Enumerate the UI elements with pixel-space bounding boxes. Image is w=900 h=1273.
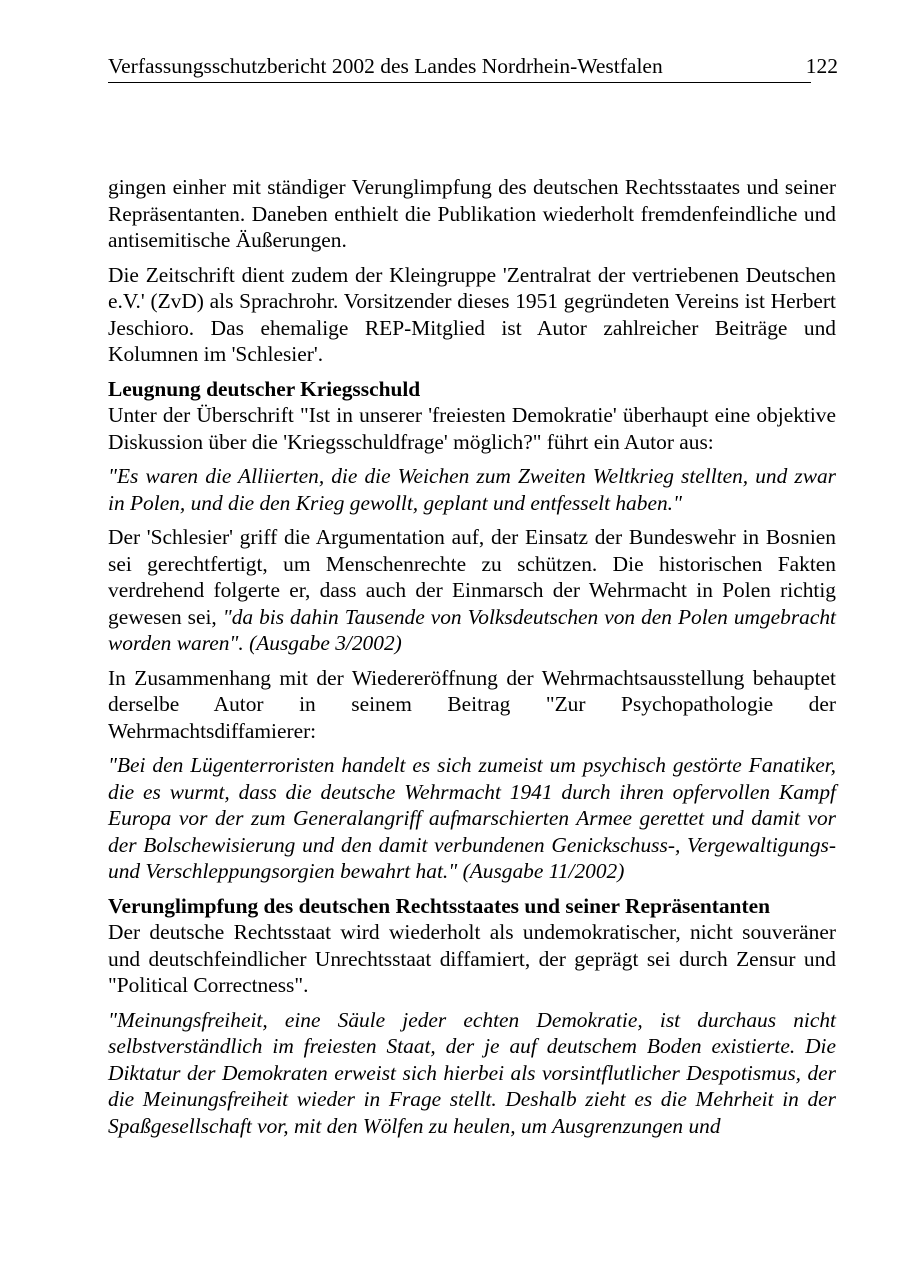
page-header (108, 52, 838, 80)
quote: "Bei den Lügenterroristen handelt es sich zumeist um psychisch gestörte Fanatiker, die es wurmt, dass die deutsche Wehrmacht 1941 durch ihren opfervollen Kampf Europa vor der zum Generalangriff aufmarschierten Armee gerettet und damit vor der Bolschewisierung und den damit verbundenen Genickschuss-, Vergewaltigungs- und Verschleppungsorgien bewahrt hat." (Ausgabe 11/2002) (108, 753, 836, 883)
section-heading: Verunglimpfung des deutschen Rechtsstaates und seiner Repräsentanten (108, 893, 770, 918)
paragraph: gingen einher mit ständiger Verunglimpfung des deutschen Rechtsstaates und seiner Repräsentanten. Daneben enthielt die Publikation wiederholt fremdenfeindliche und antisemitische Äußerungen. (108, 175, 836, 252)
paragraph-text: Der 'Schlesier' griff die Argumentation auf, der Einsatz der Bundeswehr in Bosnien sei gerechtfertigt, um Menschenrechte zu schützen. Die historischen Fakten verdrehend folgerte er, dass auch der Einmarsch der Wehrmacht in Polen richtig gewesen sei, (108, 525, 836, 629)
quote: "Es waren die Alliierten, die die Weichen zum Zweiten Weltkrieg stellten, und zwar in Polen, und die den Krieg gewollt, geplant und entfesselt haben." (108, 464, 836, 515)
paragraph: In Zusammenhang mit der Wiedereröffnung der Wehrmachtsausstellung behauptet derselbe Autor in seinem Beitrag "Zur Psychopathologie der Wehrmachtsdiffamierer: (108, 665, 836, 743)
header-title: Verfassungsschutzbericht 2002 des Landes Nordrhein-Westfalen (108, 54, 663, 78)
inline-quote: "da bis dahin Tausende von Volksdeutschen von den Polen umgebracht worden waren". (Ausgabe 3/2002) (108, 604, 836, 655)
paragraph: Unter der Überschrift "Ist in unserer 'freiesten Demokratie' überhaupt eine objektive Diskussion über die 'Kriegsschuldfrage' möglich?" führt ein Autor aus: (108, 403, 836, 454)
page-number: 122 (805, 54, 838, 78)
quote: "Meinungsfreiheit, eine Säule jeder echten Demokratie, ist durchaus nicht selbstverständlich im freiesten Staat, der je auf deutschem Boden existierte. Die Diktatur der Demokraten erweist sich hierbei als vorsintflutlicher Despotismus, der die Meinungsfreiheit wieder in Frage stellt. Deshalb zieht es die Mehrheit in der Spaßgesellschaft vor, mit den Wölfen zu heulen, um Ausgrenzungen und (108, 1007, 836, 1138)
paragraph (108, 524, 836, 657)
section-heading: Leugnung deutscher Kriegsschuld (108, 376, 421, 401)
paragraph: Der deutsche Rechtsstaat wird wiederholt als undemokratischer, nicht souveräner und deutschfeindlicher Unrechtsstaat diffamiert, der geprägt sei durch Zensur und "Political Correctness". (108, 920, 836, 997)
page-body (108, 174, 836, 1147)
header-rule (108, 82, 811, 83)
paragraph: Die Zeitschrift dient zudem der Kleingruppe 'Zentralrat der vertriebenen Deutschen e.V.' (ZvD) als Sprachrohr. Vorsitzender dieses 1951 gegründeten Vereins ist Herbert Jeschioro. Das ehemalige REP-Mitglied ist Autor zahlreicher Beiträge und Kolumnen im 'Schlesier'. (108, 262, 836, 366)
